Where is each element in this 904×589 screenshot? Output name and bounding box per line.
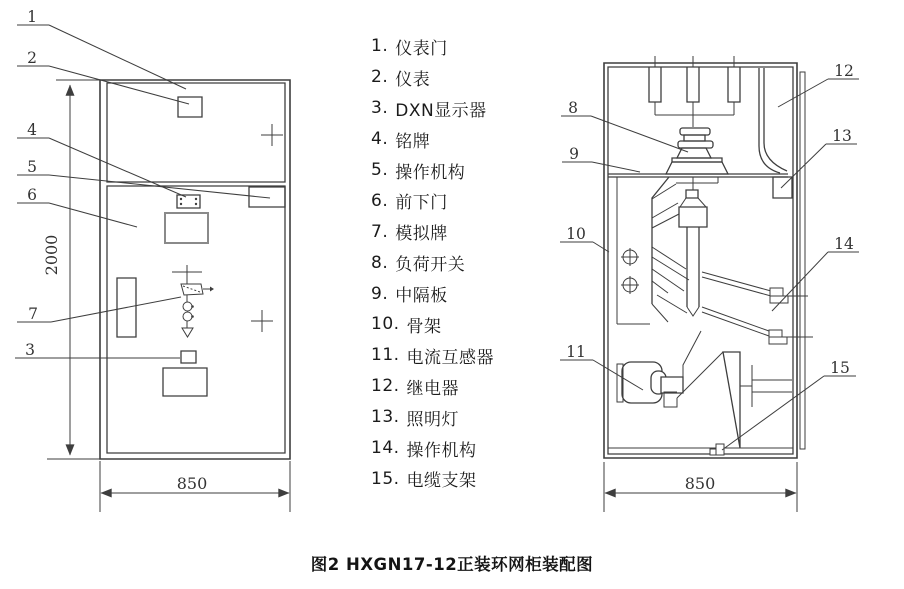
legend-item-number: 2. bbox=[371, 67, 389, 88]
svg-text:8: 8 bbox=[568, 99, 578, 117]
dim-width-850-front bbox=[100, 461, 290, 512]
legend-item-label: 前下门 bbox=[395, 193, 448, 214]
parts-legend bbox=[371, 31, 494, 494]
legend-item-label: 操作机构 bbox=[395, 162, 466, 183]
legend-item-number: 5. bbox=[371, 160, 389, 180]
balloon-6 bbox=[17, 186, 137, 227]
legend-item bbox=[371, 216, 494, 247]
legend-item-label: 电缆支架 bbox=[406, 471, 477, 492]
legend-item-label: 中隔板 bbox=[395, 286, 448, 307]
cable-duct bbox=[759, 68, 787, 173]
cable-arrow-icon bbox=[182, 328, 193, 337]
legend-item-number: 1. bbox=[371, 36, 389, 57]
legend-item-label: 操作机构 bbox=[406, 440, 477, 461]
meter-box bbox=[178, 97, 202, 117]
legend-item bbox=[371, 340, 494, 371]
svg-text:7: 7 bbox=[28, 305, 38, 323]
dim-height-label: 2000 bbox=[42, 234, 61, 276]
svg-text:10: 10 bbox=[566, 225, 586, 243]
middle-partition bbox=[608, 174, 788, 177]
legend-item bbox=[371, 155, 494, 186]
legend-item-label: 铭牌 bbox=[395, 131, 431, 152]
legend-item bbox=[371, 185, 494, 216]
slanted-panel bbox=[664, 352, 740, 448]
balloon-5 bbox=[17, 158, 270, 198]
legend-item bbox=[371, 93, 494, 124]
legend-item-number: 13. bbox=[371, 407, 400, 428]
figure-caption: 图2 HXGN17-12正装环网柜装配图 bbox=[310, 555, 594, 574]
legend-item bbox=[371, 62, 494, 93]
legend-item-number: 3. bbox=[371, 98, 389, 119]
front-view-drawing bbox=[15, 8, 290, 512]
dim-width-label: 850 bbox=[684, 474, 716, 493]
legend-item-label: 模拟牌 bbox=[395, 224, 448, 245]
legend-item-number: 12. bbox=[371, 376, 400, 397]
legend-item-number: 9. bbox=[371, 283, 389, 304]
legend-item-label: 仪表门 bbox=[395, 38, 448, 59]
svg-text:14: 14 bbox=[834, 235, 854, 253]
label-window bbox=[165, 213, 208, 243]
balloon-12 bbox=[778, 62, 859, 107]
svg-text:13: 13 bbox=[832, 127, 852, 145]
operating-mechanism-panel bbox=[249, 187, 285, 207]
ct-symbol bbox=[183, 302, 192, 311]
legend-item-label: DXN显示器 bbox=[395, 100, 487, 121]
nameplate bbox=[177, 195, 200, 208]
svg-text:4: 4 bbox=[27, 121, 37, 139]
balloon-11 bbox=[560, 343, 643, 390]
bolt-icon bbox=[621, 248, 639, 266]
dim-width-label: 850 bbox=[176, 474, 208, 493]
dxn-display bbox=[181, 351, 196, 363]
legend-item bbox=[371, 247, 494, 278]
door-cross-upper bbox=[261, 124, 283, 146]
lower-box bbox=[163, 368, 207, 396]
balloon-8 bbox=[561, 99, 688, 152]
legend-item-number: 15. bbox=[371, 468, 400, 489]
side-view-drawing bbox=[560, 56, 859, 512]
legend-item bbox=[371, 309, 494, 340]
balloon-1 bbox=[17, 8, 186, 89]
cabinet-outline-front bbox=[47, 80, 290, 459]
bolt-icon bbox=[621, 276, 639, 294]
legend-item-number: 8. bbox=[371, 252, 389, 273]
shaft-head bbox=[686, 190, 698, 198]
svg-text:12: 12 bbox=[834, 62, 854, 80]
balloon-9 bbox=[562, 145, 640, 172]
svg-text:11: 11 bbox=[566, 343, 586, 361]
current-transformer bbox=[617, 331, 701, 403]
legend-item bbox=[371, 31, 494, 62]
legend-item bbox=[371, 402, 494, 433]
balloon-3 bbox=[15, 341, 180, 359]
svg-text:5: 5 bbox=[27, 158, 37, 176]
balloon-4 bbox=[17, 121, 186, 197]
legend-item bbox=[371, 124, 494, 155]
legend-item-label: 继电器 bbox=[406, 378, 460, 399]
door-cross-lower bbox=[251, 310, 273, 332]
legend-item-label: 骨架 bbox=[406, 316, 442, 337]
legend-item-label: 照明灯 bbox=[406, 409, 460, 430]
svg-text:9: 9 bbox=[569, 145, 579, 163]
dim-width-850-side bbox=[604, 462, 797, 512]
svg-text:2: 2 bbox=[27, 49, 37, 67]
switch-mechanism bbox=[617, 177, 718, 324]
legend-item-label: 负荷开关 bbox=[395, 255, 466, 276]
legend-item-number: 11. bbox=[371, 345, 400, 366]
svg-text:15: 15 bbox=[830, 359, 850, 377]
balloon-10 bbox=[560, 225, 609, 252]
ct-symbol bbox=[183, 312, 192, 321]
legend-item bbox=[371, 371, 494, 402]
legend-item-number: 7. bbox=[371, 221, 389, 242]
legend-item bbox=[371, 463, 494, 494]
right-bracket bbox=[740, 365, 792, 407]
balloon-2 bbox=[17, 49, 189, 104]
legend-item bbox=[371, 433, 494, 464]
legend-item-number: 6. bbox=[371, 190, 389, 211]
legend-item bbox=[371, 278, 494, 309]
legend-item-number: 4. bbox=[371, 129, 389, 150]
load-switch-insulator bbox=[666, 128, 728, 174]
cabinet-outline-side bbox=[604, 63, 805, 458]
instrument-door bbox=[107, 83, 285, 182]
legend-item-label: 仪表 bbox=[395, 69, 431, 90]
legend-item-number: 10. bbox=[371, 314, 400, 335]
legend-item-number: 14. bbox=[371, 438, 400, 459]
balloon-15 bbox=[722, 359, 856, 450]
mimic-diagram bbox=[172, 265, 214, 337]
handle-arrow-icon bbox=[210, 287, 214, 292]
svg-text:6: 6 bbox=[27, 186, 37, 204]
svg-text:1: 1 bbox=[27, 8, 37, 26]
legend-item-label: 电流互感器 bbox=[406, 347, 495, 368]
mechanism-block bbox=[679, 207, 707, 227]
svg-text:3: 3 bbox=[25, 341, 35, 359]
balloon-7 bbox=[17, 297, 181, 323]
